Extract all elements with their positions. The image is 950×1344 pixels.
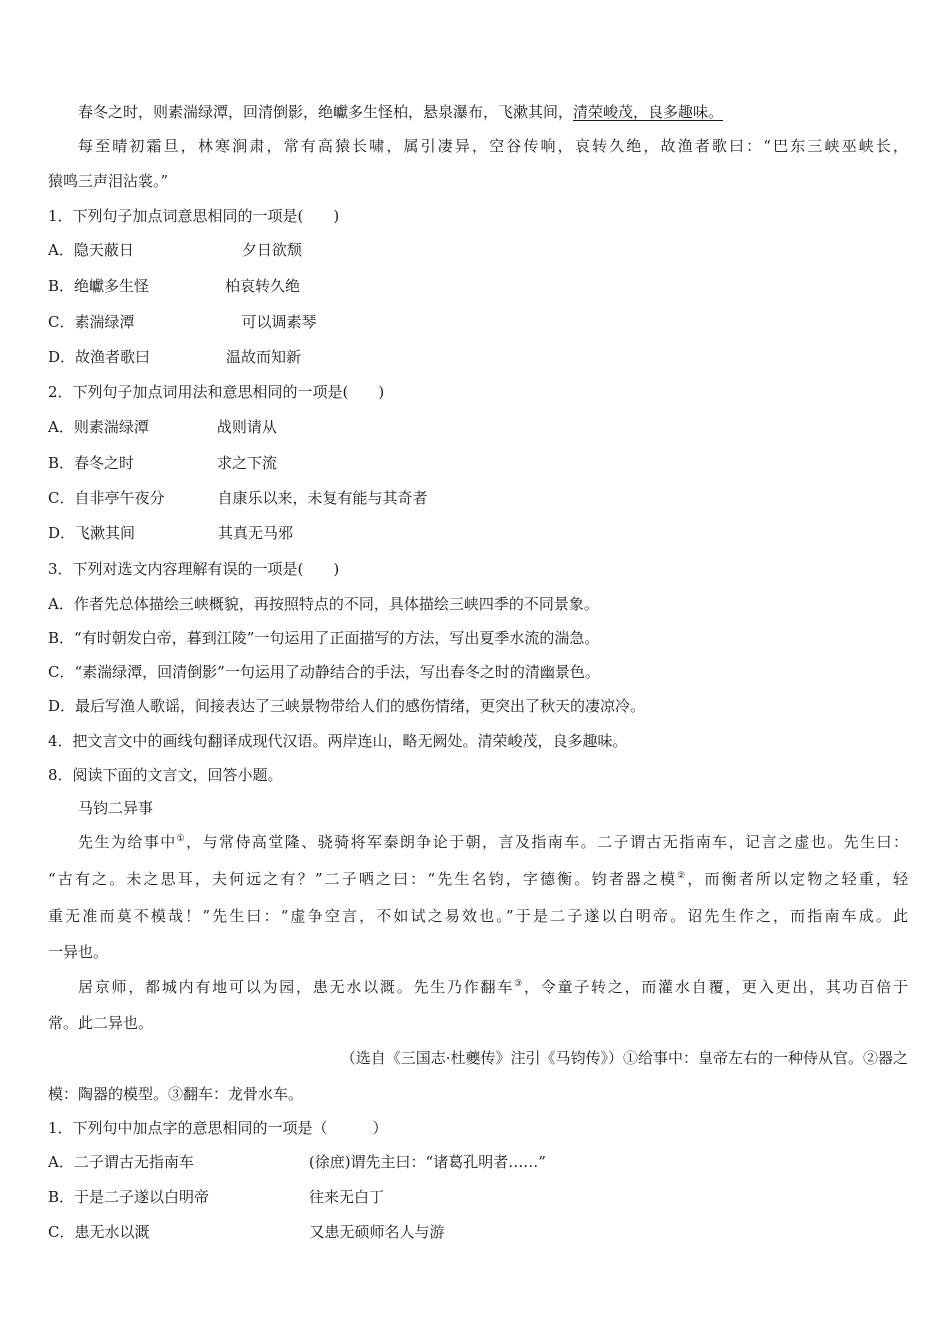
option-left: 绝巘多生怪 bbox=[74, 277, 150, 295]
option-left: 患无水以溉 bbox=[74, 1223, 150, 1241]
option-left: 故渔者歌曰 bbox=[75, 348, 151, 366]
q8-option-a bbox=[48, 1152, 908, 1172]
passage-text: 居京师，都城内有地可以为园，患无水以溉。先生乃作翻车 bbox=[78, 978, 515, 996]
option-left: 自非亭午夜分 bbox=[74, 489, 165, 507]
option-text: 最后写渔人歌谣，间接表达了三峡景物带给人们的感伤情绪，更突出了秋天的凄凉冷。 bbox=[75, 697, 646, 715]
q3-option-d bbox=[48, 696, 908, 716]
question-4: 4．把文言文中的画线句翻译成现代汉语。两岸连山，略无阙处。清荣峻茂，良多趣味。 bbox=[48, 732, 628, 750]
option-text: 作者先总体描绘三峡概貌，再按照特点的不同，具体描绘三峡四季的不同景象。 bbox=[73, 595, 599, 613]
q2-option-a bbox=[48, 417, 908, 437]
option-label: B． bbox=[48, 1188, 75, 1206]
passage-text: “古有之。未之思耳，夫何远之有？”二子哂之曰：“先生名钧，字德衡。钧者器之模 bbox=[48, 870, 678, 888]
option-label: C． bbox=[48, 489, 75, 507]
option-left: 二子谓古无指南车 bbox=[73, 1153, 194, 1171]
option-right: 战则请从 bbox=[216, 418, 277, 436]
option-label: D． bbox=[48, 348, 76, 366]
q2-option-b bbox=[48, 453, 908, 473]
option-label: A． bbox=[48, 418, 74, 436]
option-right: 柏哀转久绝 bbox=[225, 277, 301, 295]
option-right: 可以调素琴 bbox=[241, 313, 317, 331]
option-label: C． bbox=[48, 313, 75, 331]
option-left: 素湍绿潭 bbox=[74, 313, 135, 331]
q8-option-b bbox=[48, 1187, 908, 1207]
passage-paragraph-1 bbox=[78, 102, 908, 122]
q1-option-c bbox=[48, 312, 908, 332]
option-left: 于是二子遂以白明帝 bbox=[74, 1188, 210, 1206]
option-right: 温故而知新 bbox=[226, 348, 302, 366]
option-left: 则素湍绿潭 bbox=[73, 418, 149, 436]
option-left: 飞漱其间 bbox=[75, 524, 136, 542]
passage-paragraph-2-line-2: 猿鸣三声泪沾裳。” bbox=[48, 172, 169, 190]
question-2-stem: 2．下列句子加点词用法和意思相同的一项是( ) bbox=[48, 383, 385, 401]
question-8-intro: 8．阅读下面的文言文，回答小题。 bbox=[48, 766, 283, 784]
option-right: 其真无马邪 bbox=[218, 524, 294, 542]
option-label: B． bbox=[48, 454, 75, 472]
option-label: C． bbox=[48, 663, 75, 681]
option-label: A． bbox=[48, 595, 74, 613]
source-note-line-1: （选自《三国志·杜夔传》注引《马钧传》）①给事中：皇帝左右的一种侍从官。②器之 bbox=[340, 1049, 908, 1067]
option-text: “有时朝发白帝，暮到江陵”一句运用了正面描写的方法，写出夏季水流的湍急。 bbox=[74, 629, 600, 647]
passage-text: 先生为给事中 bbox=[78, 833, 177, 851]
q8-question-1-stem: 1．下列句中加点字的意思相同的一项是（ ） bbox=[48, 1119, 388, 1137]
footnote-marker: ③ bbox=[514, 979, 524, 989]
option-left: 隐天蔽日 bbox=[73, 241, 134, 259]
q8-paragraph-1-line-2 bbox=[48, 869, 908, 889]
passage-title: 马钧二异事 bbox=[78, 799, 154, 817]
q8-paragraph-1-line-1 bbox=[78, 832, 908, 852]
underlined-sentence: 清荣峻茂，良多趣味。 bbox=[573, 103, 724, 121]
q8-paragraph-1-line-4: 一异也。 bbox=[48, 943, 109, 961]
footnote-marker: ① bbox=[176, 834, 187, 844]
option-label: C． bbox=[48, 1223, 75, 1241]
option-right: 自康乐以来，未复有能与其奇者 bbox=[217, 489, 428, 507]
option-label: D． bbox=[48, 524, 76, 542]
passage-text: 春冬之时，则素湍绿潭，回清倒影，绝巘多生怪柏，悬泉瀑布，飞漱其间， bbox=[78, 103, 574, 121]
option-label: D． bbox=[48, 697, 76, 715]
q3-option-b bbox=[48, 628, 908, 648]
option-right: 求之下流 bbox=[217, 454, 278, 472]
q8-option-c bbox=[48, 1222, 908, 1242]
q8-paragraph-2-line-2: 常。此二异也。 bbox=[48, 1014, 154, 1032]
q8-paragraph-1-line-3: 重无准而莫不模哉！”先生曰：“虚争空言，不如试之易效也。”于是二子遂以白明帝。诏先生作之，而指南车成。此 bbox=[48, 907, 908, 925]
option-right: (徐庶)谓先主曰：“诸葛孔明者……” bbox=[308, 1153, 546, 1171]
option-label: A． bbox=[48, 241, 74, 259]
q2-option-c bbox=[48, 488, 908, 508]
q2-option-d bbox=[48, 523, 908, 543]
option-right: 往来无白丁 bbox=[309, 1188, 385, 1206]
q3-option-c bbox=[48, 662, 908, 682]
option-label: B． bbox=[48, 629, 75, 647]
option-label: A． bbox=[48, 1153, 74, 1171]
q3-option-a bbox=[48, 594, 908, 614]
question-1-stem: 1．下列句子加点词意思相同的一项是( ) bbox=[48, 207, 340, 225]
option-label: B． bbox=[48, 277, 75, 295]
source-note-line-2: 模：陶器的模型。③翻车：龙骨水车。 bbox=[48, 1085, 304, 1103]
option-right: 夕日欲颓 bbox=[241, 241, 302, 259]
option-left: 春冬之时 bbox=[74, 454, 135, 472]
q1-option-b bbox=[48, 276, 908, 296]
passage-text: ，令童子转之，而灌水自覆，更入更出，其功百倍于 bbox=[523, 978, 908, 996]
q8-paragraph-2-line-1 bbox=[78, 977, 908, 997]
passage-text: ，而衡者所以定物之轻重，轻 bbox=[687, 870, 908, 888]
footnote-marker: ② bbox=[677, 871, 688, 881]
option-text: “素湍绿潭，回清倒影”一句运用了动静结合的手法，写出春冬之时的清幽景色。 bbox=[74, 663, 600, 681]
passage-text: ，与常侍高堂隆、骁骑将军秦朗争论于朝，言及指南车。二子谓古无指南车，记言之虚也。先生曰： bbox=[186, 833, 908, 851]
option-right: 又患无硕师名人与游 bbox=[309, 1223, 445, 1241]
q1-option-a bbox=[48, 240, 908, 260]
passage-paragraph-2-line-1: 每至晴初霜旦，林寒涧肃，常有高猿长啸，属引凄异，空谷传响，哀转久绝，故渔者歌曰：“巴东三峡巫峡长， bbox=[78, 137, 908, 155]
q1-option-d bbox=[48, 347, 908, 367]
question-3-stem: 3．下列对选文内容理解有误的一项是( ) bbox=[48, 560, 340, 578]
